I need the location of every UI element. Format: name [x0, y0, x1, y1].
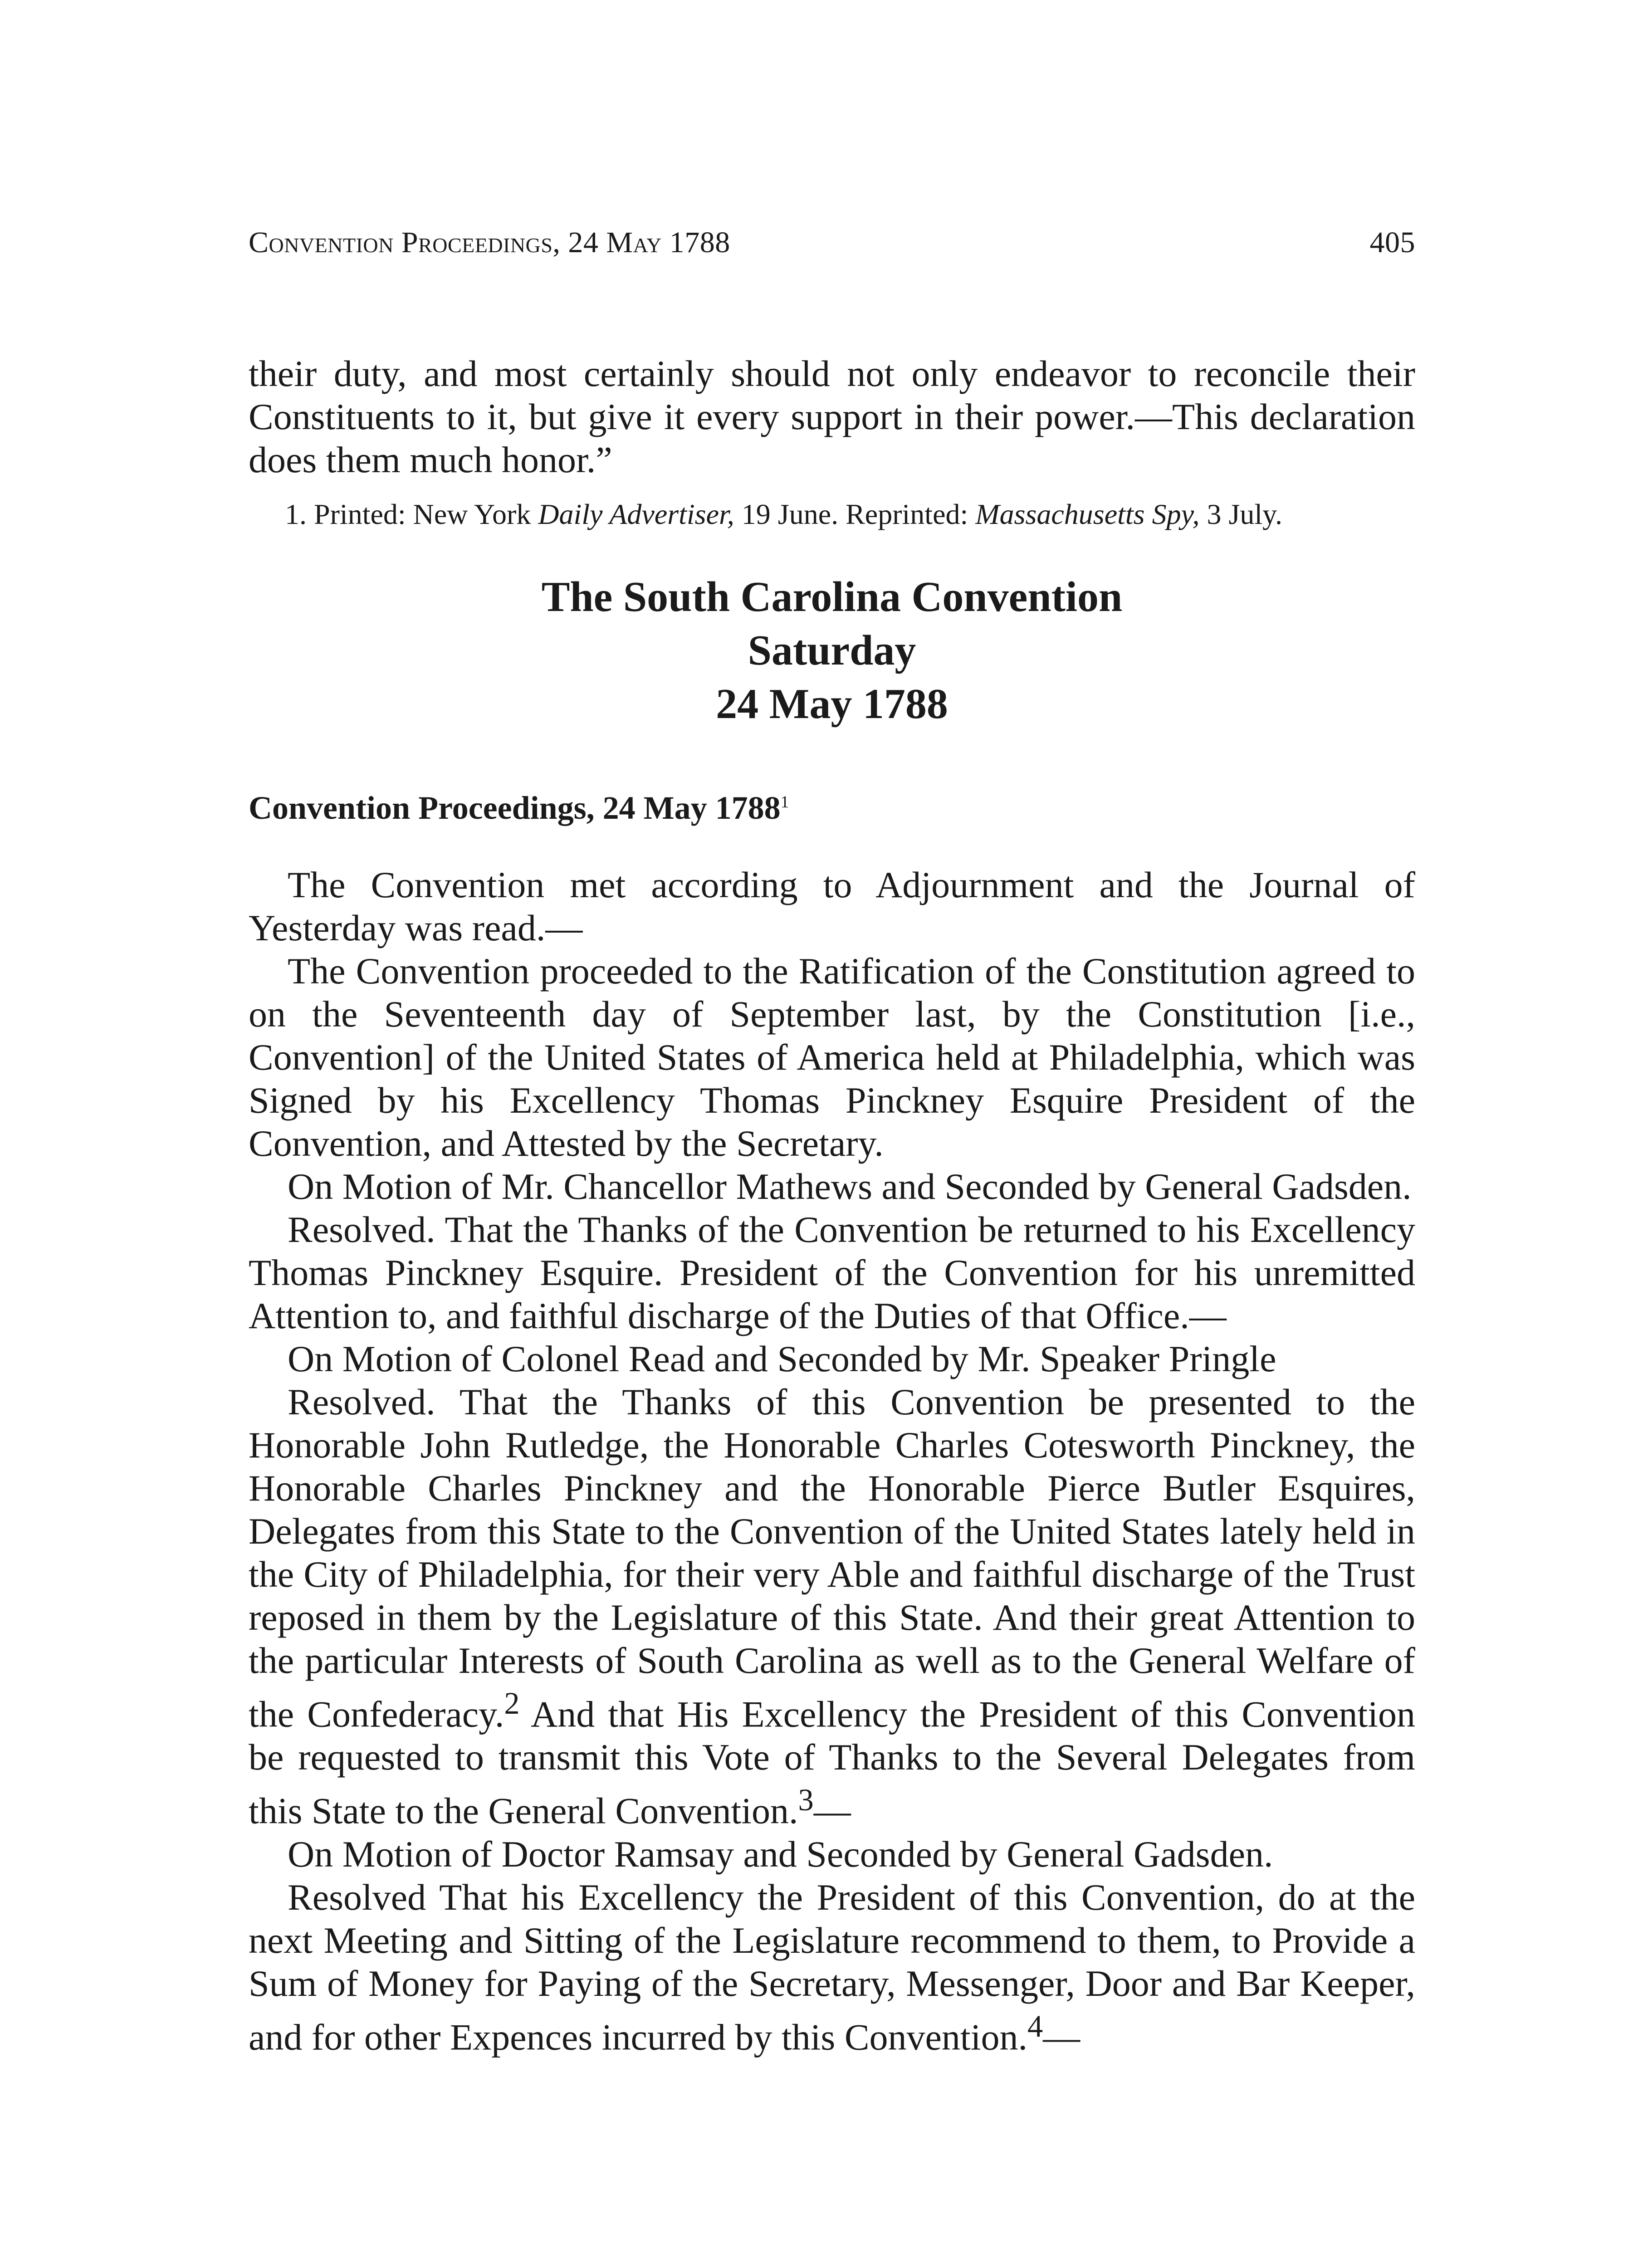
page-number: 405 — [1369, 226, 1415, 259]
paragraph-delegates-dash: — — [813, 1790, 851, 1832]
paragraph-adjournment: The Convention met according to Adjournment and the Journal of Yesterday was read.— — [249, 864, 1415, 948]
section-heading — [249, 570, 1415, 731]
paragraph-delegates-text-b: And that His Excellency the President of this Convention be requested to transmit this Vote of Thanks to the Several Delegates from this State to the General Convention. — [249, 1693, 1415, 1832]
continued-paragraph: their duty, and most certainly should not only endeavor to reconcile their Constituents to it, but give it every support in their power.—This declaration does them much honor.” — [249, 353, 1415, 480]
paragraph-motion-ramsay: On Motion of Doctor Ramsay and Seconded by General Gadsden. — [288, 1833, 1273, 1875]
note-ref-4: 4 — [1027, 2009, 1043, 2043]
note-ref-3: 3 — [798, 1783, 814, 1818]
section-heading-title: The South Carolina Convention — [541, 573, 1123, 621]
paragraph-ratification: The Convention proceeded to the Ratification of the Constitution agreed to on the Seventeenth day of September last, by the Constitution [i.e., Convention] of the United States of America held at Philadelphia, which was Signed by his Excellency Thomas Pinckney Esquire President of the Convention, and Attested by the Secretary. — [249, 950, 1415, 1164]
running-head-title: Convention Proceedings, 24 May 1788 — [249, 226, 730, 259]
paragraph-motion-read: On Motion of Colonel Read and Seconded by Mr. Speaker Pringle — [288, 1338, 1276, 1379]
paragraph-resolved-thanks-delegates — [249, 1380, 1415, 1833]
footnote-1-suffix: 3 July. — [1199, 498, 1282, 530]
paragraph-motion-mathews: On Motion of Mr. Chancellor Mathews and Seconded by General Gadsden. — [288, 1166, 1412, 1207]
paragraph-expenses-text: Resolved That his Excellency the President of this Convention, do at the next Meeting and Sitting of the Legislature recommend to them, to Provide a Sum of Money for Paying of the Secretary, Messenger, Door and Bar Keeper, and for other Expences incurred by this Convention. — [249, 1876, 1415, 2058]
paragraph-expenses-dash: — — [1043, 2016, 1081, 2058]
document-heading-title: Convention Proceedings, 24 May 1788 — [249, 790, 781, 826]
paragraph-resolved-thanks-president: Resolved. That the Thanks of the Convention be returned to his Excellency Thomas Pinckney Esquire. President of the Convention for his unremitted Attention to, and faithful discharge of the Duties of that Office.— — [249, 1209, 1415, 1336]
section-heading-day: Saturday — [748, 627, 916, 674]
text-column — [249, 222, 1415, 2058]
running-head — [249, 222, 1415, 263]
proceedings-text — [249, 863, 1415, 2058]
footnote-1 — [249, 494, 1415, 535]
footnote-1-prefix: 1. Printed: New York — [285, 498, 538, 530]
footnote-1-mid: 19 June. Reprinted: — [734, 498, 976, 530]
paragraph-resolved-expenses — [249, 1876, 1415, 2058]
note-ref-2: 2 — [504, 1686, 520, 1721]
section-heading-date: 24 May 1788 — [716, 680, 948, 728]
footnote-1-paper-2: Massachusetts Spy, — [975, 498, 1200, 530]
document-heading-note-ref: 1 — [780, 793, 789, 811]
document-heading — [249, 785, 1415, 831]
paragraph-delegates-text-a: Resolved. That the Thanks of this Convention be presented to the Honorable John Rutledge, the Honorable Charles Cotesworth Pinckney, the Honorable Charles Pinckney and the Honorable Pierce Butler Esquires, Delegates from this State to the Convention of the United States lately held in the City of Philadelphia, for their very Able and faithful discharge of the Trust reposed in them by the Legislature of this State. And their great Attention to the particular Interests of South Carolina as well as to the General Welfare of the Confederacy. — [249, 1381, 1415, 1735]
footnote-1-paper-1: Daily Advertiser, — [538, 498, 734, 530]
